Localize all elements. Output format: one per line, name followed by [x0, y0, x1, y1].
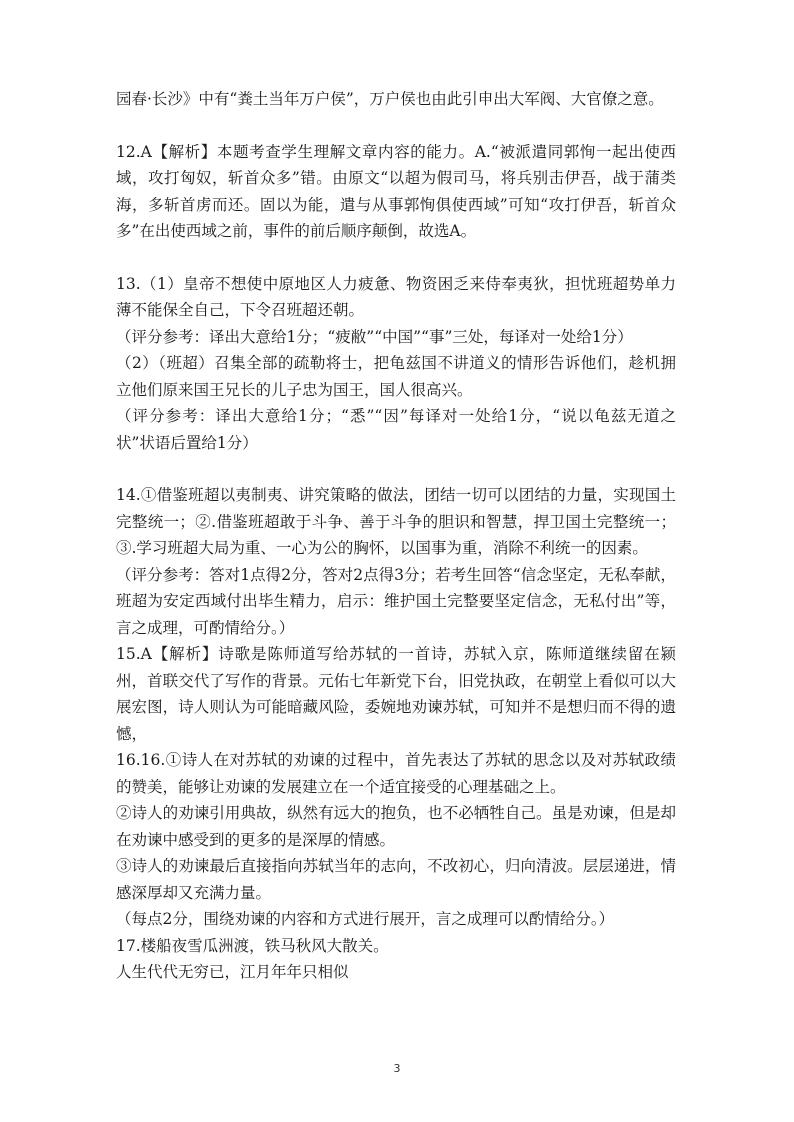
answer-key-body [116, 86, 676, 986]
paragraph-answer-16-point1: 16.16.①诗人在对苏轼的劝谏的过程中，首先表达了苏轼的思念以及对苏轼政绩的赞美，能够让劝谏的发展建立在一个适宜接受的心理基础之上。 [116, 751, 676, 796]
paragraph-continuation-11: 园春·长沙》中有“粪土当年万户侯”，万户侯也由此引申出大军阀、大官僚之意。 [116, 90, 664, 108]
paragraph-answer-14: 14.①借鉴班超以夷制夷、讲究策略的做法，团结一切可以团结的力量，实现国土完整统一；②.借鉴班超敢于斗争、善于斗争的胆识和智慧，捍卫国土完整统一；③.学习班超大局为重、一心为公的胸怀，以国事为重，消除不利统一的因素。 [116, 486, 676, 557]
paragraph-answer-13-part1: 13.（1）皇帝不想使中原地区人力疲惫、物资困乏来侍奉夷狄，担忧班超势单力薄不能保全自己，下令召班超还朝。 [116, 274, 676, 319]
paragraph-answer-17-line2: 人生代代无穷已，江月年年只相似 [116, 963, 349, 981]
paragraph-answer-16-point3: ③诗人的劝谏最后直接指向苏轼当年的志向，不改初心，归向清波。层层递进，情感深厚却又充满力量。 [116, 857, 676, 902]
page-number: 3 [393, 1062, 401, 1075]
paragraph-answer-13-scoring2: （评分参考：译出大意给1分；“悉”“因”每译对一处给1分，“说以龟兹无道之状”状语后置给1分） [116, 407, 676, 452]
paragraph-answer-13-part2: （2）（班超）召集全部的疏勒将士，把龟兹国不讲道义的情形告诉他们，趁机拥立他们原来国王兄长的儿子忠为国王，国人很高兴。 [116, 354, 676, 399]
paragraph-answer-15: 15.A【解析】诗歌是陈师道写给苏轼的一首诗，苏轼入京，陈师道继续留在颍州，首联交代了写作的背景。元佑七年新党下台，旧党执政，在朝堂上看似可以大展宏图，诗人则认为可能暗藏风险，委婉地劝谏苏轼，可知并不是想归而不得的遗憾， [116, 645, 676, 743]
paragraph-answer-17-line1: 17.楼船夜雪瓜洲渡，铁马秋风大散关。 [116, 936, 389, 955]
paragraph-answer-12: 12.A【解析】本题考查学生理解文章内容的能力。A.“被派遣同郭恂一起出使西域，攻打匈奴，斩首众多”错。由原文“以超为假司马，将兵别击伊吾，战于蒲类海，多斩首虏而还。固以为能，遣与从事郭恂俱使西域”可知“攻打伊吾，斩首众多”在出使西域之前，事件的前后顺序颠倒，故选A。 [116, 142, 676, 240]
paragraph-answer-16-point2: ②诗人的劝谏引用典故，纵然有远大的抱负，也不必牺牲自己。虽是劝谏，但是却在劝谏中感受到的更多的是深厚的情感。 [116, 804, 676, 849]
paragraph-answer-16-scoring: （每点2分，围绕劝谏的内容和方式进行展开，言之成理可以酌情给分。） [116, 910, 615, 928]
paragraph-answer-14-scoring: （评分参考：答对1点得2分，答对2点得3分；若考生回答“信念坚定，无私奉献，班超为安定西域付出毕生精力，启示：维护国土完整要坚定信念，无私付出”等，言之成理，可酌情给分。） [116, 565, 676, 637]
paragraph-answer-13-scoring1: （评分参考：译出大意给1分；“疲敝”“中国”“事”三处，每译对一处给1分） [116, 327, 633, 346]
